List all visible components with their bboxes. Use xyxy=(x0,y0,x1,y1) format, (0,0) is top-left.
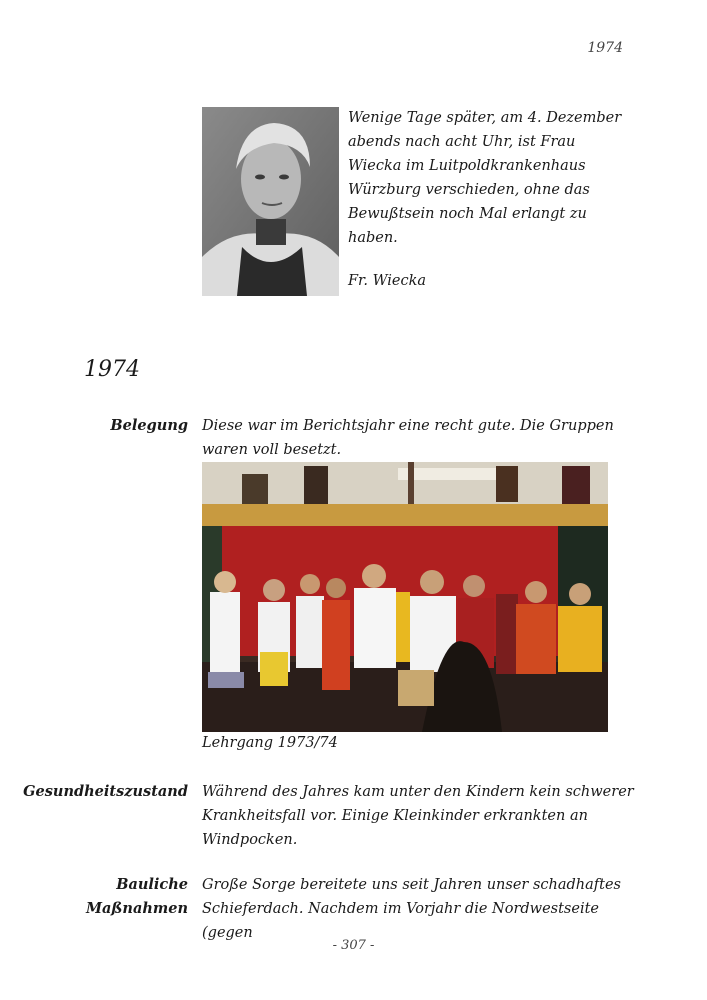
page-number: - 307 - xyxy=(332,938,375,953)
text-line: Windpocken. xyxy=(202,832,298,848)
label-gesundheitszustand: Gesundheitszustand xyxy=(23,783,188,800)
text-line: waren voll besetzt. xyxy=(202,442,342,458)
portrait-image xyxy=(202,107,339,296)
text-line: haben. xyxy=(348,230,398,246)
text-line: Schieferdach. Nachdem im Vorjahr die Nordwestseite (gegen xyxy=(202,901,599,941)
label-belegung: Belegung xyxy=(110,417,188,434)
gesundheit-text xyxy=(202,780,642,852)
portrait-photo xyxy=(202,107,339,296)
text-line: Bewußtsein noch Mal erlangt zu xyxy=(348,206,587,222)
label-line: Maßnahmen xyxy=(85,900,188,917)
text-line: Würzburg verschieden, ohne das xyxy=(348,182,590,198)
text-line: Wenige Tage später, am 4. Dezember xyxy=(348,110,622,126)
photo-caption: Lehrgang 1973/74 xyxy=(202,735,338,751)
bauliche-text xyxy=(202,873,642,945)
header-year: 1974 xyxy=(587,40,623,56)
text-line: Während des Jahres kam unter den Kindern kein schwerer xyxy=(202,784,634,800)
belegung-text xyxy=(202,414,642,462)
portrait-text xyxy=(348,106,638,250)
group-photo-image xyxy=(202,462,608,732)
text-line: Diese war im Berichtsjahr eine recht gute. Die Gruppen xyxy=(202,418,614,434)
group-photo xyxy=(202,462,608,732)
text-line: Krankheitsfall vor. Einige Kleinkinder erkrankten an xyxy=(202,808,588,824)
text-line: Wiecka im Luitpoldkrankenhaus xyxy=(348,158,586,174)
portrait-caption: Fr. Wiecka xyxy=(348,273,427,289)
text-line: abends nach acht Uhr, ist Frau xyxy=(348,134,576,150)
label-bauliche-massnahmen xyxy=(86,873,188,921)
text-line: Große Sorge bereitete uns seit Jahren unser schadhaftes xyxy=(202,877,621,893)
label-line: Bauliche xyxy=(116,876,188,893)
section-year: 1974 xyxy=(84,357,140,382)
